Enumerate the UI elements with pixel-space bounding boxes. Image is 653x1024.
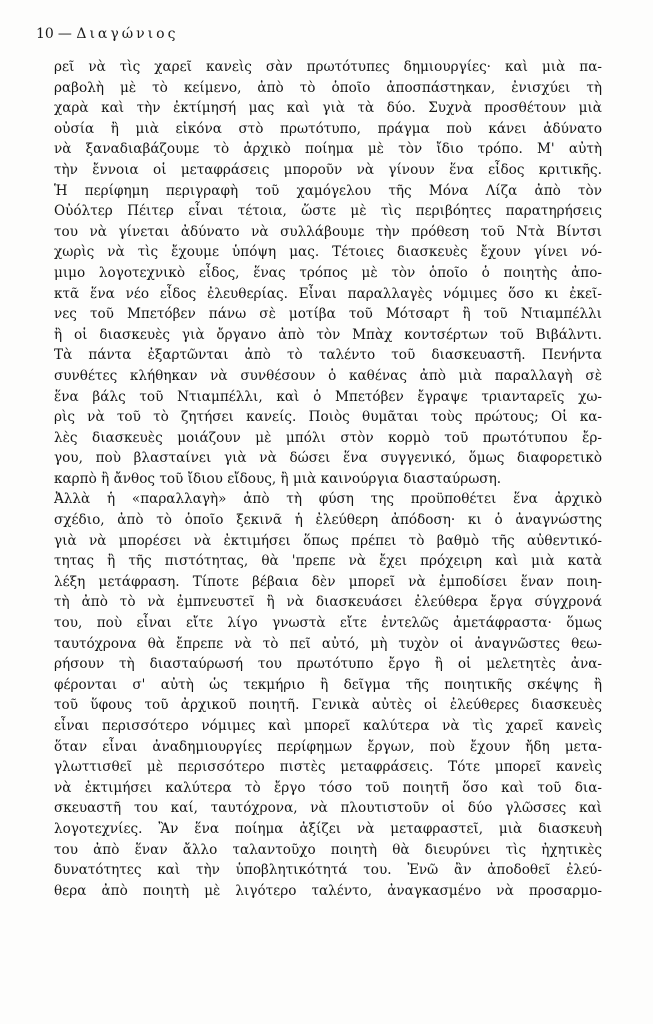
- text-line: Τὰ πάντα ἐξαρτῶνται ἀπὸ τὸ ταλέντο τοῦ διασκευαστῆ. Πενήντα: [54, 347, 602, 364]
- text-line: νὰ ἐκτιμήσει καλύτερα τὸ ἔργο τόσο τοῦ ποιητῆ ὅσο καὶ τοῦ δια-: [54, 779, 602, 796]
- text-line: σχέδιο, ἀπὸ τὸ ὁποῖο ξεκινᾶ ἡ ἐλεύθερη ἀπόδοση· κι ὁ ἀναγνώστης: [54, 512, 602, 529]
- text-line: δυνατότητες καὶ τὴν ὑποβλητικότητά του. Ἐνῶ ἂν ἀποδοθεῖ ἐλεύ-: [54, 862, 602, 879]
- text-line: νὰ ξαναδιαβάζουμε τὸ ἀρχικὸ ποίημα μὲ τὸν ἴδιο τρόπο. Μ' αὐτὴ: [54, 141, 602, 158]
- text-line: σκευαστῆ του καί, ταυτόχρονα, νὰ πλουτιστοῦν οἱ δύο γλῶσσες καὶ: [54, 800, 602, 817]
- text-line: του ἀπὸ ἕναν ἄλλο ταλαντοῦχο ποιητὴ θὰ διευρύνει τὶς ἠχητικὲς: [54, 841, 602, 858]
- text-line: ἢ οἱ διασκευὲς γιὰ ὄργανο ἀπὸ τὸν Μπὰχ κοντσέρτων τοῦ Βιβάλντι.: [54, 326, 602, 343]
- text-line: θερα ἀπὸ ποιητὴ μὲ λιγότερο ταλέντο, ἀναγκασμένο νὰ προσαρμο-: [54, 882, 602, 899]
- text-line: Ἡ περίφημη περιγραφὴ τοῦ χαμόγελου τῆς Μόνα Λίζα ἀπὸ τὸν: [54, 182, 602, 199]
- page-number: 10: [36, 26, 54, 42]
- text-line: ὅταν εἶναι ἀναδημιουργίες περίφημων ἔργων, ποὺ ἔχουν ἤδη μετα-: [54, 738, 602, 755]
- journal-title: Διαγώνιος: [76, 26, 179, 42]
- text-line: του νὰ γίνεται ἀδύνατο νὰ συλλάβουμε τὴν πρόθεση τοῦ Ντὰ Βίντσι: [54, 223, 602, 240]
- text-line: γιὰ νὰ μπορέσει νὰ ἐκτιμήσει ὅπως πρέπει τὸ βαθμὸ τῆς αὐθεντικό-: [54, 532, 602, 549]
- text-line: λὲς διασκευὲς μοιάζουν μὲ μπόλι στὸν κορμὸ τοῦ πρωτότυπου ἔρ-: [54, 429, 602, 446]
- text-line: φέρονται σ' αὐτὴ ὡς τεκμήριο ἢ δεῖγμα τῆς ποιητικῆς σκέψης ἢ: [54, 676, 602, 693]
- text-line: τοῦ ὕφους τοῦ ἀρχικοῦ ποιητῆ. Γενικὰ αὐτὲς οἱ ἐλεύθερες διασκευὲς: [54, 697, 602, 714]
- text-line: ραβολὴ μὲ τὸ κείμενο, ἀπὸ τὸ ὁποῖο ἀποσπάστηκαν, ἐνισχύει τὴ: [54, 79, 602, 96]
- text-line: τὴν ἔννοια οἱ μεταφράσεις μποροῦν νὰ γίνουν ἕνα εἶδος κριτικῆς.: [54, 161, 602, 178]
- text-line: λογοτεχνίες. Ἂν ἕνα ποίημα ἀξίζει νὰ μεταφραστεῖ, μιὰ διασκευὴ: [54, 820, 602, 837]
- text-line: Οὐόλτερ Πέιτερ εἶναι τέτοια, ὥστε μὲ τὶς περιβόητες παρατηρήσεις: [54, 203, 602, 220]
- text-line: νες τοῦ Μπετόβεν πάνω σὲ μοτίβα τοῦ Μότσαρτ ἢ τοῦ Ντιαμπέλλι: [54, 306, 602, 323]
- text-line: τὴ ἀπὸ τὸ νὰ ἐμπνευστεῖ ἢ νὰ διασκευάσει ἐλεύθερα ἔργα σύγχρονά: [54, 594, 602, 611]
- text-line: λέξη μετάφραση. Τίποτε βέβαια δὲν μπορεῖ νὰ ἐμποδίσει ἕναν ποιη-: [54, 573, 602, 590]
- text-line: ρήσουν τὴ διασταύρωσή του πρωτότυπο ἔργο ἢ οἱ μελετητὲς ἀνα-: [54, 656, 602, 673]
- text-line: γου, ποὺ βλασταίνει γιὰ νὰ δώσει ἕνα συγγενικό, ὅμως διαφορετικὸ: [54, 450, 602, 467]
- text-line: μιμο λογοτεχνικὸ εἶδος, ἕνας τρόπος μὲ τὸν ὁποῖο ὁ ποιητὴς ἀπο-: [54, 264, 602, 281]
- text-line: οὐσία ἢ μιὰ εἰκόνα στὸ πρωτότυπο, πράγμα ποὺ κάνει ἀδύνατο: [54, 120, 602, 137]
- text-line: του, ποὺ εἶναι εἴτε λίγο γνωστὰ εἴτε ἐντελῶς ἀμετάφραστα· ὅμως: [54, 615, 602, 632]
- text-line: ρὶς νὰ τοῦ τὸ ζητήσει κανείς. Ποιὸς θυμᾶται τοὺς πρώτους; Οἱ κα-: [54, 409, 602, 426]
- text-line: συνθέτες κλήθηκαν νὰ συνθέσουν ὁ καθένας ἀπὸ μιὰ παραλλαγὴ σὲ: [54, 367, 602, 384]
- text-line: εἶναι περισσότερο νόμιμες καὶ μπορεῖ καλύτερα νὰ τὶς χαρεῖ κανεὶς: [54, 718, 602, 734]
- text-line: Ἀλλὰ ἡ «παραλλαγὴ» ἀπὸ τὴ φύση της προϋποθέτει ἕνα ἀρχικὸ: [54, 491, 602, 508]
- text-line: χαρὰ καὶ τὴν ἐκτίμησή μας καὶ γιὰ τὰ δύο. Συχνὰ προσθέτουν μιὰ: [54, 100, 602, 117]
- header-separator: —: [57, 26, 73, 42]
- running-header: [36, 26, 178, 42]
- text-line: κτᾶ ἕνα νέο εἶδος ἐλευθερίας. Εἶναι παραλλαγὲς νόμιμες ὅσο κι ἐκεῖ-: [54, 285, 602, 302]
- text-line: γλωττισθεῖ μὲ περισσότερο πιστὲς μεταφράσεις. Τότε μπορεῖ κανεὶς: [54, 759, 602, 776]
- text-line: καρπὸ ἢ ἄνθος τοῦ ἴδιου εἴδους, ἢ μιὰ καινούργια διασταύρωση.: [54, 470, 502, 487]
- text-line: τητας ἢ τῆς πιστότητας, θὰ 'πρεπε νὰ ἔχει πρόχειρη καὶ μιὰ κατὰ: [54, 553, 602, 570]
- text-line: ρεῖ νὰ τὶς χαρεῖ κανεὶς σὰν πρωτότυπες δημιουργίες· καὶ μιὰ πα-: [54, 59, 602, 75]
- text-line: ἕνα βάλς τοῦ Ντιαμπέλλι, καὶ ὁ Μπετόβεν ἔγραψε τριανταρεῖς χω-: [54, 388, 602, 405]
- text-line: ταυτόχρονα θὰ ἔπρεπε νὰ τὸ πεῖ αὐτό, μὴ τυχὸν οἱ ἀναγνῶστες θεω-: [54, 635, 602, 652]
- body-text: [54, 57, 602, 901]
- text-line: χωρὶς νὰ τὶς ἔχουμε ὑπόψη μας. Τέτοιες διασκευὲς ἔχουν γίνει νό-: [54, 244, 602, 261]
